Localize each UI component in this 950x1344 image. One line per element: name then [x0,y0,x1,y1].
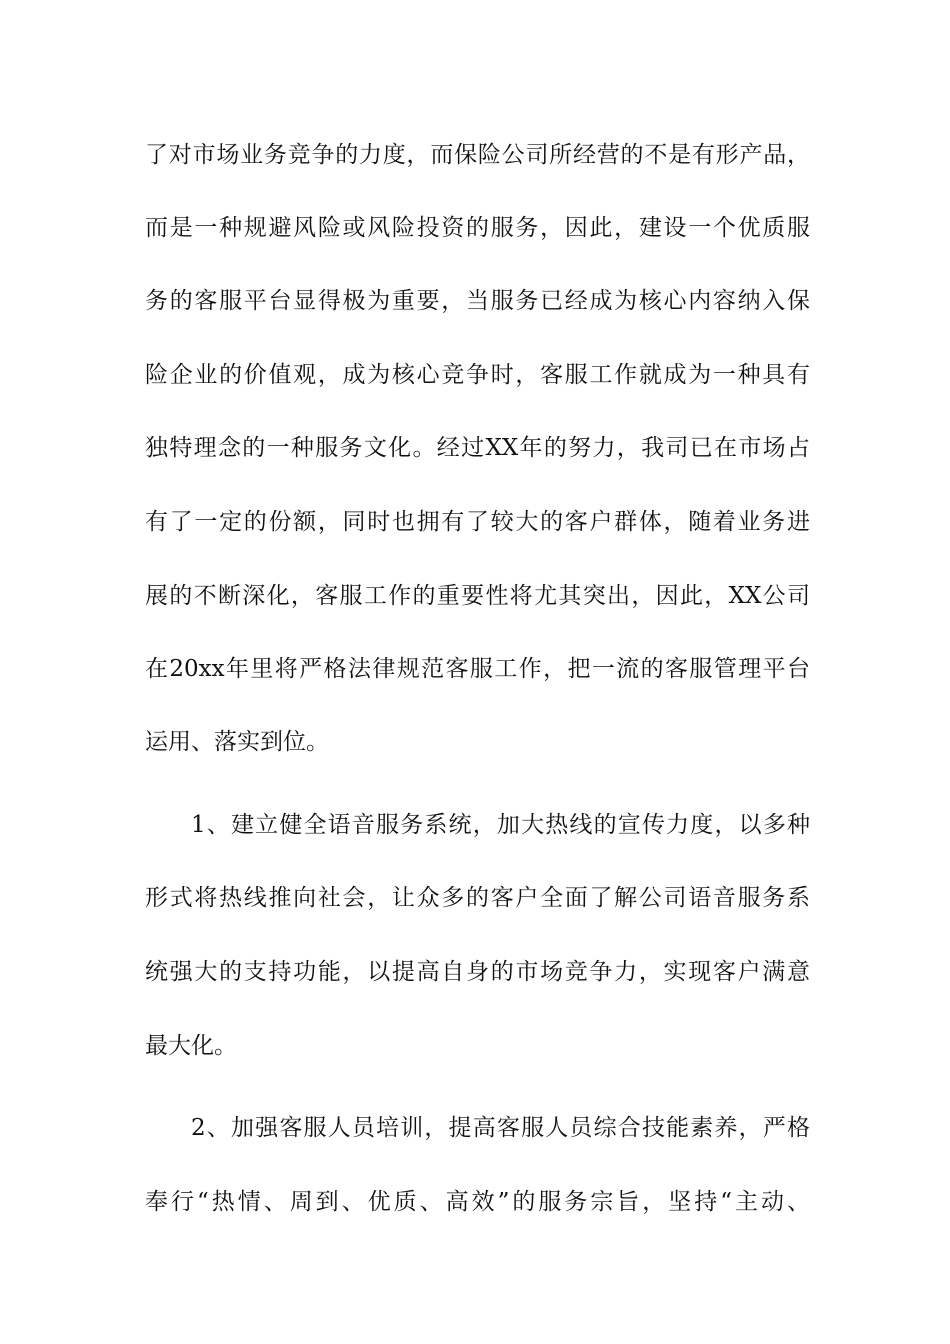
paragraph-line: 最大化。 [145,1033,237,1059]
paragraph-line: 运用、落实到位。 [145,729,329,755]
paragraph-line: 险企业的价值观，成为核心竞争时，客服工作就成为一种具有 [145,362,810,388]
paragraph-line: 统强大的支持功能，以提高自身的市场竞争力，实现客户满意 [145,959,810,985]
paragraph-line: 2、加强客服人员培训，提高客服人员综合技能素养，严格 [191,1115,810,1141]
paragraph-line: 在20xx年里将严格法律规范客服工作，把一流的客服管理平台 [145,656,810,682]
paragraph-line: 1、建立健全语音服务系统，加大热线的宣传力度，以多种 [191,812,810,838]
paragraph-line: 务的客服平台显得极为重要，当服务已经成为核心内容纳入保 [145,288,810,314]
paragraph-line: 了对市场业务竞争的力度，而保险公司所经营的不是有形产品， [145,142,810,168]
paragraph-line: 有了一定的份额，同时也拥有了较大的客户群体，随着业务进 [145,509,810,535]
paragraph-line: 形式将热线推向社会，让众多的客户全面了解公司语音服务系 [145,885,810,911]
paragraph-line: 独特理念的一种服务文化。经过XX年的努力，我司已在市场占 [145,435,810,461]
paragraph-line: 奉行“热情、周到、优质、高效”的服务宗旨，坚持“主动、 [145,1189,810,1215]
paragraph-line: 而是一种规避风险或风险投资的服务，因此，建设一个优质服 [145,215,810,241]
paragraph-line: 展的不断深化，客服工作的重要性将尤其突出，因此，XX公司 [145,583,810,609]
